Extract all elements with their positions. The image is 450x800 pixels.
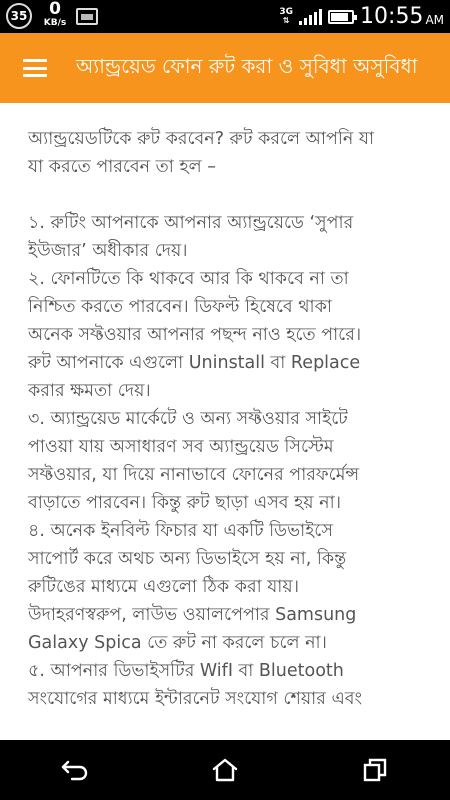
app-bar: [0, 33, 450, 103]
back-button[interactable]: [35, 740, 115, 800]
network-speed: [38, 1, 72, 28]
article-line: ২. ফোনটিতে কি থাকবে আর কি থাকবে না তা: [28, 269, 349, 289]
hamburger-menu-icon[interactable]: [0, 33, 70, 103]
article-line: পাওয়া যায় অসাধারণ সব অ্যান্ড্রয়েড সিস্টেম: [28, 437, 334, 457]
article-line: অ্যান্ড্রয়েডটিকে রুট করবেন? রুট করলে আপনি যা: [28, 129, 375, 149]
article-line: যা করতে পারবেন তা হল –: [28, 157, 216, 177]
article-text: [28, 125, 426, 713]
home-icon: [211, 757, 239, 783]
article-line: ইউজার’ অধীকার দেয়।: [28, 241, 188, 261]
battery-icon: [328, 10, 354, 24]
article-line: অনেক সফ্টওয়ার আপনার পছন্দ নাও হতে পারে।: [28, 325, 362, 345]
article-content[interactable]: [0, 103, 450, 740]
article-line: রুট আপনাকে এগুলো Uninstall বা Replace: [28, 353, 361, 373]
article-line: রুটিঙের মাধ্যমে এগুলো ঠিক করা যায়।: [28, 577, 299, 597]
article-line: উদাহরণস্বরুপ, লাউভ ওয়ালপেপার Samsung: [28, 605, 357, 625]
article-line: সফ্টওয়ার, যা দিয়ে নানাভাবে ফোনের পারফর্মেন্স: [28, 465, 360, 485]
article-line: Galaxy Spica তে রুট না করলে চলে না।: [28, 633, 327, 653]
status-bar: [0, 0, 450, 33]
clock-ampm: AM: [425, 12, 444, 27]
back-icon: [60, 758, 90, 782]
network-speed-unit: KB/s: [43, 18, 67, 28]
article-line: ৩. অ্যান্ড্রয়েড মার্কেটে ও অন্য সফ্টওয়ার সাইটে: [28, 409, 348, 429]
image-notification-icon: [76, 8, 98, 25]
recent-apps-icon: [362, 757, 388, 783]
signal-strength-icon: [299, 9, 322, 25]
article-line: নিশ্চিত করতে পারবেন। ডিফল্ট হিষেবে থাকা: [28, 297, 332, 317]
article-line: সাপোর্ট করে অথচ অন্য ডিভাইসে হয় না, কিন্তু: [28, 549, 347, 569]
article-line: ৫. আপনার ডিভাইসটির WifI বা Bluetooth: [28, 661, 344, 681]
clock-time: 10:55: [360, 4, 424, 29]
page-title: অ্যান্ড্রয়েড ফোন রুট করা ও সুবিধা অসুবিধা: [76, 53, 418, 78]
data-activity-icon: 3G ⇅: [279, 7, 294, 25]
network-type-label: 3G: [279, 7, 294, 17]
navigation-bar: [0, 740, 450, 800]
article-line: ১. রুটিং আপনাকে আপনার অ্যান্ড্রয়েডে ‘সুপার: [28, 213, 354, 233]
network-speed-value: 0: [49, 0, 61, 19]
article-line: করার ক্ষমতা দেয়।: [28, 381, 151, 401]
status-bar-right: [279, 0, 444, 33]
home-button[interactable]: [185, 740, 265, 800]
battery-level: [331, 13, 348, 21]
article-line: ৪. অনেক ইনবিল্ট ফিচার যা একটি ডিভাইসে: [28, 521, 333, 541]
notification-count-badge: 35: [6, 3, 32, 29]
article-line: সংযোগের মাধ্যমে ইন্টারনেট সংযোগ শেয়ার এবং: [28, 689, 363, 709]
article-line: বাড়াতে পারবেন। কিন্তু রুট ছাড়া এসব হয় না।: [28, 493, 341, 513]
recent-apps-button[interactable]: [335, 740, 415, 800]
blank-line: [28, 181, 426, 209]
